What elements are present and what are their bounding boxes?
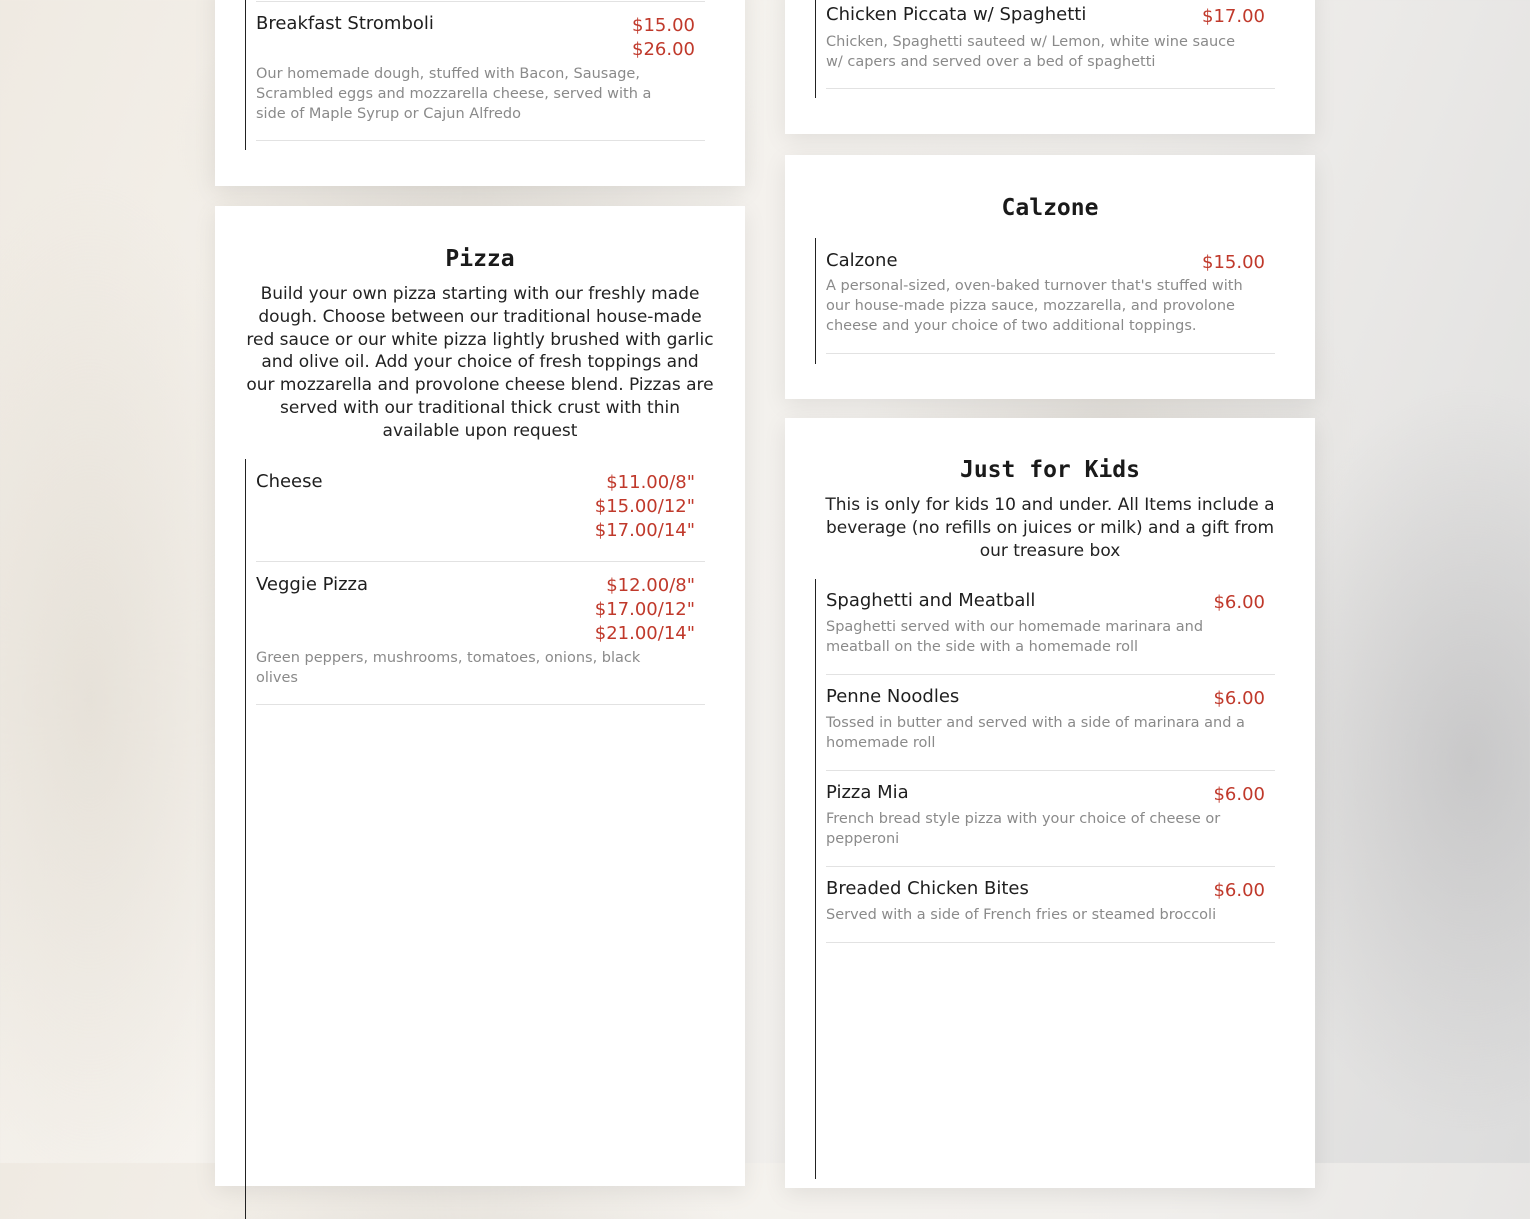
section-title: Pizza — [445, 246, 515, 272]
calzone-section-card — [785, 155, 1315, 399]
section-title: Just for Kids — [959, 457, 1140, 483]
menu-item-description: Our homemade dough, stuffed with Bacon, Sausage, Scrambled eggs and mozzarella cheese, served with a side of Maple Syrup or Cajun Alfredo — [256, 66, 652, 122]
menu-item-name: Penne Noodles — [826, 686, 960, 707]
section-title: Calzone — [1001, 195, 1099, 221]
menu-item-description: Chicken, Spaghetti sauteed w/ Lemon, white wine sauce w/ capers and served over a bed of spaghetti — [826, 34, 1236, 70]
menu-item-description: Served with a side of French fries or steamed broccoli — [826, 907, 1217, 923]
menu-item-description: Spaghetti served with our homemade marinara and meatball on the side with a homemade roll — [826, 619, 1204, 655]
menu-item-price — [632, 14, 695, 62]
item-separator — [826, 770, 1275, 771]
menu-item-price: $6.00 — [1213, 688, 1265, 709]
menu-item-name: Breakfast Stromboli — [256, 13, 434, 34]
price-option: $26.00 — [632, 39, 695, 60]
price-option: $17.00/14" — [594, 520, 695, 541]
breakfast-section-card — [215, 0, 745, 186]
menu-item-description: French bread style pizza with your choice of cheese or pepperoni — [826, 811, 1221, 847]
section-divider-line — [815, 238, 816, 364]
menu-item-name: Spaghetti and Meatball — [826, 590, 1036, 611]
item-separator — [826, 866, 1275, 867]
kids-section-card — [785, 418, 1315, 1188]
section-divider-line — [815, 579, 816, 1179]
menu-item-price: $17.00 — [1202, 6, 1265, 27]
menu-item-name: Chicken Piccata w/ Spaghetti — [826, 4, 1087, 25]
section-divider-line — [245, 459, 246, 1219]
menu-item-price — [595, 471, 695, 543]
section-divider-line — [815, 0, 816, 98]
menu-item-description: A personal-sized, oven-baked turnover that's stuffed with our house-made pizza sauce, mozzarella, and provolone cheese and your choice of two additional toppings. — [826, 278, 1243, 334]
price-option: $12.00/8" — [606, 575, 695, 596]
section-description: This is only for kids 10 and under. All Items include a beverage (no refills on juices or milk) and a gift from our treasure box — [825, 495, 1275, 561]
section-description: Build your own pizza starting with our freshly made dough. Choose between our traditional house-made red sauce or our white pizza lightly brushed with garlic and olive oil. Add your choice of fresh toppings and our mozzarella and provolone cheese blend. Pizzas are served with our traditional thick crust with thin available upon request — [246, 284, 714, 441]
item-separator — [256, 561, 705, 562]
menu-item-name: Veggie Pizza — [256, 574, 369, 595]
item-separator — [256, 1, 705, 2]
menu-item-name: Calzone — [826, 250, 898, 271]
menu-item-price — [595, 574, 695, 646]
menu-item-name: Breaded Chicken Bites — [826, 878, 1029, 899]
item-separator — [826, 942, 1275, 943]
menu-item-price: $6.00 — [1213, 880, 1265, 901]
menu-item-name: Cheese — [256, 471, 323, 492]
price-option: $15.00 — [632, 15, 695, 36]
menu-item-price: $6.00 — [1213, 592, 1265, 613]
item-separator — [256, 140, 705, 141]
menu-item-name: Pizza Mia — [826, 782, 909, 803]
item-separator — [826, 88, 1275, 89]
price-option: $11.00/8" — [606, 472, 695, 493]
menu-item-description: Green peppers, mushrooms, tomatoes, onions, black olives — [256, 650, 641, 686]
pizza-section-card — [215, 206, 745, 1186]
menu-item-description: Tossed in butter and served with a side of marinara and a homemade roll — [826, 715, 1245, 751]
section-divider-line — [245, 0, 246, 150]
price-option: $21.00/14" — [594, 623, 695, 644]
item-separator — [826, 674, 1275, 675]
price-option: $15.00/12" — [594, 496, 695, 517]
item-separator — [256, 704, 705, 705]
pasta-section-card — [785, 0, 1315, 134]
menu-item-price: $15.00 — [1202, 252, 1265, 273]
item-separator — [826, 353, 1275, 354]
menu-item-price: $6.00 — [1213, 784, 1265, 805]
price-option: $17.00/12" — [594, 599, 695, 620]
